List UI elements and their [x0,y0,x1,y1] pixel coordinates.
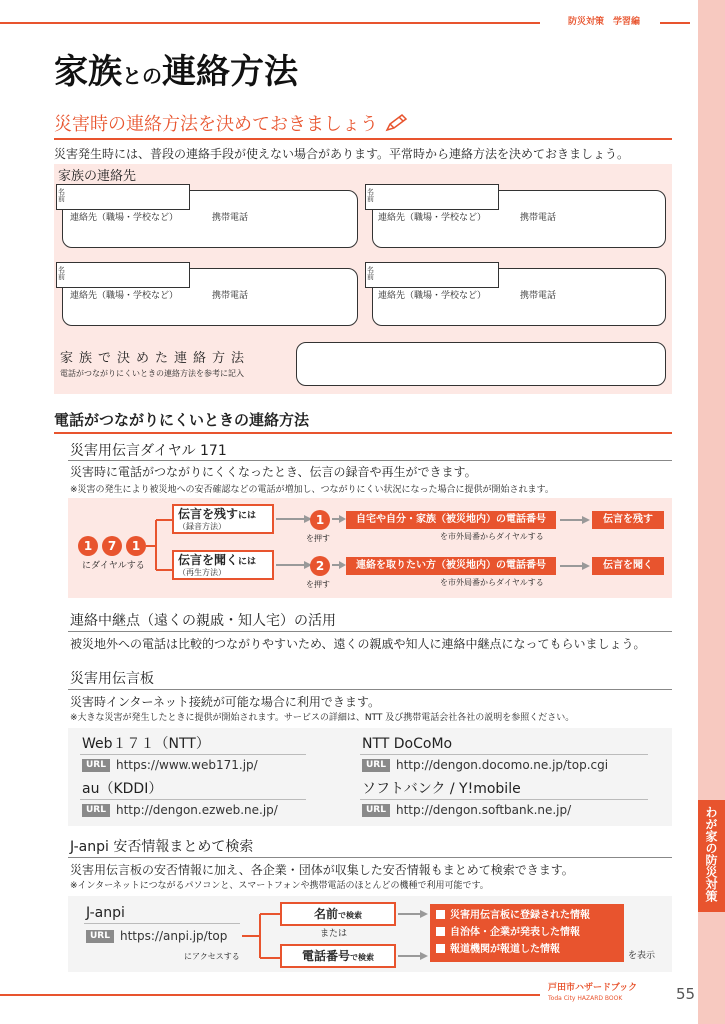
header-rule-right [660,22,690,24]
janpi-display: を表示 [628,951,656,961]
result-record: 伝言を残す [592,511,664,529]
url-row-docomo [362,757,608,773]
section1-heading-text: 災害時の連絡方法を決めておきましょう [54,114,378,135]
janpi-rule [68,857,672,858]
board-desc: 災害時インターネット接続が可能な場合に利用できます。 [70,695,380,709]
janpi-bracket-lines [242,906,282,966]
relay-rule [68,631,672,632]
janpi-service-rule [84,923,240,924]
area-note-2: を市外局番からダイヤルする [440,578,544,587]
push-1: を押す [306,534,330,543]
name-label-1: 名前 [58,188,65,203]
url-tag: URL [82,759,110,772]
side-tab-label: わが家の防災対策 [704,806,718,902]
mobile-label-2: 携帯電話 [520,213,557,223]
janpi-result-3-text: 報道機関が報道した情報 [450,944,560,955]
arrow-icon [332,560,346,570]
name-label-2: 名前 [367,188,374,203]
footer-book-jp: 戸田市ハザードブック [548,983,638,993]
section1-rule [54,138,672,140]
relay-desc: 被災地外への電話は比較的つながりやすいため、遠くの親戚や知人に連絡中継点になってもらいましょう。 [70,637,646,651]
header-rule [0,22,540,24]
section2-rule [54,432,672,434]
work-label-3: 連絡先（職場・学校など） [70,291,179,301]
url-tag: URL [362,759,390,772]
url-softbank[interactable]: http://dengon.softbank.ne.jp/ [395,803,572,817]
checkbox-icon [436,910,445,919]
dial-title: 災害用伝言ダイヤル 171 [70,443,227,459]
arrow-icon [276,514,312,524]
arrow-icon [332,514,346,524]
url-au[interactable]: http://dengon.ezweb.ne.jp/ [115,803,278,817]
footer-book-en: Toda City HAZARD BOOK [548,995,623,1002]
play-sub: （再生方法） [178,568,226,577]
header-category: 防災対策 学習編 [568,17,641,27]
digit-1: 1 [78,536,98,556]
phone-number-box-1: 自宅や自分・家族（被災地内）の電話番号 [346,511,556,529]
work-label-1: 連絡先（職場・学校など） [70,213,179,223]
arrow-icon [276,560,312,570]
arrow-icon [398,909,428,919]
url-tag: URL [86,930,114,943]
dial-note: ※災害の発生により被災地への安否確認などの電話が増加し、つながりにくい状況になった場合に提供が開始されます。 [70,485,554,495]
janpi-result-2-text: 自治体・企業が発表した情報 [450,927,580,938]
digit-7: 7 [102,536,122,556]
janpi-result-3 [436,942,560,958]
board-note: ※大きな災害が発生したときに提供が開始されます。サービスの詳細は、NTT 及び携帯電話会社各社の説明を参照ください。 [70,713,575,723]
play-main-text: 伝言を聞く [178,553,239,567]
page-title [54,50,298,94]
checkbox-icon [436,927,445,936]
service-rule-4 [360,799,648,800]
url-janpi[interactable]: https://anpi.jp/top [119,929,228,943]
url-docomo[interactable]: http://dengon.docomo.ne.jp/top.cgi [395,758,609,772]
record-sub: （録音方法） [178,522,226,531]
area-note-1: を市外局番からダイヤルする [440,532,544,541]
service-rule-1 [80,754,306,755]
push-2: を押す [306,580,330,589]
method-input[interactable] [296,342,666,386]
section2-heading: 電話がつながりにくいときの連絡方法 [54,411,310,429]
service-rule-3 [80,799,306,800]
name-box-1[interactable] [56,184,190,210]
search-name-sub: で検索 [338,911,362,920]
mobile-label-4: 携帯電話 [520,291,557,301]
work-label-4: 連絡先（職場・学校など） [378,291,487,301]
service-name-au: au（KDDI） [82,781,163,797]
method-note: 電話がつながりにくいときの連絡方法を参考に記入 [60,369,244,378]
result-play: 伝言を聞く [592,557,664,575]
family-title: 家族の連絡先 [58,169,137,184]
arrow-icon [398,951,428,961]
footer-rule [0,994,540,996]
url-row-au [82,802,278,818]
board-rule [68,689,672,690]
janpi-desc: 災害用伝言板の安否情報に加え、各企業・団体が収集した安否情報もまとめて検索できます。 [70,863,574,877]
dial-label: にダイヤルする [82,561,145,571]
search-phone [280,948,396,966]
service-name-web171: Web１７１（NTT） [82,736,210,752]
page-title-main1: 家族 [54,52,122,92]
janpi-result-1 [436,908,590,924]
url-tag: URL [82,804,110,817]
search-or: または [320,929,348,939]
section1-intro: 災害発生時には、普段の連絡手段が使えない場合があります。平常時から連絡方法を決めておきましょう。 [54,147,630,161]
board-title: 災害用伝言板 [70,671,154,687]
mobile-label-1: 携帯電話 [212,213,249,223]
service-name-docomo: NTT DoCoMo [362,736,453,752]
record-ni: には [238,511,257,521]
janpi-result-1-text: 災害用伝言板に登録された情報 [450,910,590,921]
janpi-result-2 [436,925,580,941]
service-name-softbank: ソフトバンク / Y!mobile [362,781,521,797]
search-phone-main: 電話番号 [301,949,350,963]
section1-heading [54,113,408,137]
name-label-4: 名前 [367,266,374,281]
page-title-main2: 連絡方法 [162,52,298,92]
search-name [280,906,396,924]
search-phone-sub: で検索 [350,953,374,962]
step-1: 1 [310,510,330,530]
arrow-icon [560,561,590,571]
checkbox-icon [436,944,445,953]
arrow-icon [560,515,590,525]
search-name-main: 名前 [313,907,338,921]
dial-rule [68,460,672,461]
janpi-access: にアクセスする [184,952,240,961]
service-rule-2 [360,754,648,755]
dial-desc: 災害時に電話がつながりにくくなったとき、伝言の録音や再生ができます。 [70,465,477,479]
page-title-small: との [122,64,162,88]
method-title: 家族で決めた連絡方法 [60,351,251,366]
url-tag: URL [362,804,390,817]
name-box-4[interactable] [365,262,499,288]
janpi-note: ※インターネットにつながるパソコンと、スマートフォンや携帯電話のほとんどの機種で利用可能です。 [70,881,489,891]
name-label-3: 名前 [58,266,65,281]
work-label-2: 連絡先（職場・学校など） [378,213,487,223]
phone-number-box-2: 連絡を取りたい方（被災地内）の電話番号 [346,557,556,575]
step-2: 2 [310,556,330,576]
janpi-service-name: J-anpi [86,905,125,921]
play-ni: には [238,557,257,567]
url-row-janpi [86,928,227,944]
page-number: 55 [676,985,696,1003]
url-web171[interactable]: https://www.web171.jp/ [115,758,258,772]
mobile-label-3: 携帯電話 [212,291,249,301]
pencil-icon [384,114,408,132]
url-row-softbank [362,802,571,818]
janpi-title: J-anpi 安否情報まとめて検索 [70,839,254,855]
name-box-3[interactable] [56,262,190,288]
relay-title: 連絡中継点（遠くの親戚・知人宅）の活用 [70,613,336,629]
name-box-2[interactable] [365,184,499,210]
url-row-web171 [82,757,258,773]
record-main-text: 伝言を残す [178,507,239,521]
digit-1b: 1 [126,536,146,556]
